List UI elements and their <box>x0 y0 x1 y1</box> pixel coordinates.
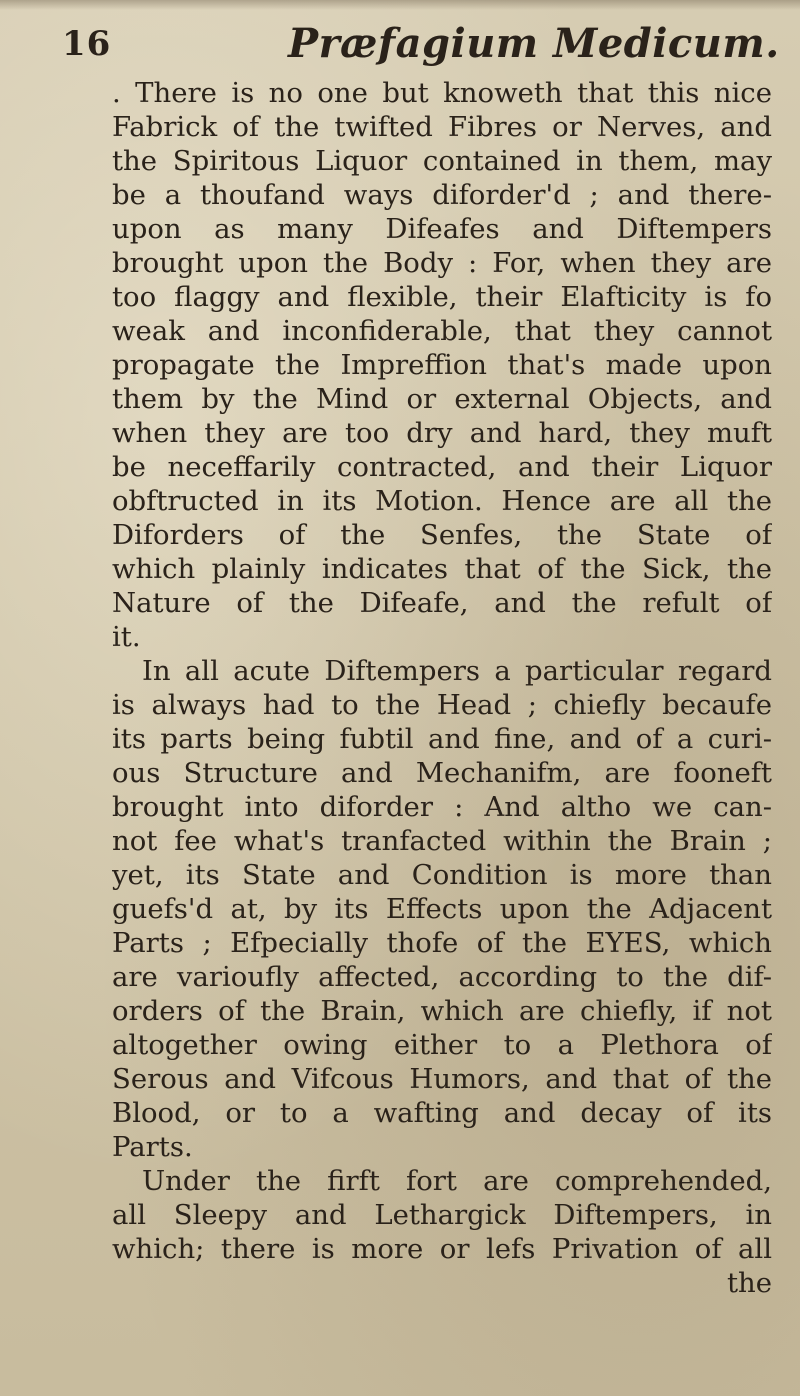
text-line: be neceffarily contracted, and their Liquor <box>112 451 772 483</box>
text-line: Under the firft fort are comprehended, <box>142 1165 772 1197</box>
text-line: Blood, or to a wafting and decay of its <box>112 1097 772 1129</box>
text-line: In all acute Diftempers a particular regard <box>142 655 772 687</box>
text-line: weak and inconfiderable, that they cannot <box>112 315 772 347</box>
text-line: Nature of the Difeafe, and the refult of <box>112 587 772 619</box>
catchword: the <box>726 1267 772 1299</box>
text-line: them by the Mind or external Objects, and <box>112 383 772 415</box>
text-line: which; there is more or lefs Privation of all <box>112 1233 772 1265</box>
text-line: all Sleepy and Lethargick Diftempers, in <box>112 1199 772 1231</box>
text-line: Diforders of the Senfes, the State of <box>112 519 772 551</box>
text-line: which plainly indicates that of the Sick, the <box>112 553 772 585</box>
text-line: brought upon the Body : For, when they are <box>112 247 772 279</box>
paragraph-end-line: Parts. <box>112 1131 193 1163</box>
text-line: when they are too dry and hard, they muft <box>112 417 772 449</box>
text-line: . There is no one but knoweth that this nice <box>112 77 772 109</box>
text-line: orders of the Brain, which are chiefly, if not <box>112 995 772 1027</box>
text-line: its parts being fubtil and fine, and of a curi- <box>112 723 772 755</box>
page-number: 16 <box>62 24 112 64</box>
paragraph-end-line: it. <box>112 621 141 653</box>
text-line: Parts ; Efpecially thofe of the EYES, which <box>112 927 772 959</box>
text-line: guefs'd at, by its Effects upon the Adjacent <box>112 893 772 925</box>
text-line: upon as many Difeafes and Diftempers <box>112 213 772 245</box>
page-top-edge <box>0 0 800 10</box>
text-line: ous Structure and Mechanifm, are fooneft <box>112 757 772 789</box>
text-line: yet, its State and Condition is more than <box>112 859 772 891</box>
text-line: is always had to the Head ; chiefly becaufe <box>112 689 772 721</box>
text-line: too flaggy and flexible, their Elafticity is fo <box>112 281 772 313</box>
body-text <box>112 76 772 1300</box>
running-head: Præfagium Medicum. <box>288 20 780 67</box>
text-line: propagate the Impreffion that's made upon <box>112 349 772 381</box>
text-line: brought into diforder : And altho we can- <box>112 791 772 823</box>
text-line: the Spiritous Liquor contained in them, may <box>112 145 772 177</box>
text-line: Fabrick of the twifted Fibres or Nerves, and <box>112 111 772 143</box>
text-line: not fee what's tranfacted within the Brain ; <box>112 825 772 857</box>
text-line: obftructed in its Motion. Hence are all the <box>112 485 772 517</box>
text-line: are varioufly affected, according to the dif- <box>112 961 772 993</box>
text-line: Serous and Vifcous Humors, and that of the <box>112 1063 772 1095</box>
text-line: altogether owing either to a Plethora of <box>112 1029 772 1061</box>
text-line: be a thoufand ways diforder'd ; and there- <box>112 179 772 211</box>
